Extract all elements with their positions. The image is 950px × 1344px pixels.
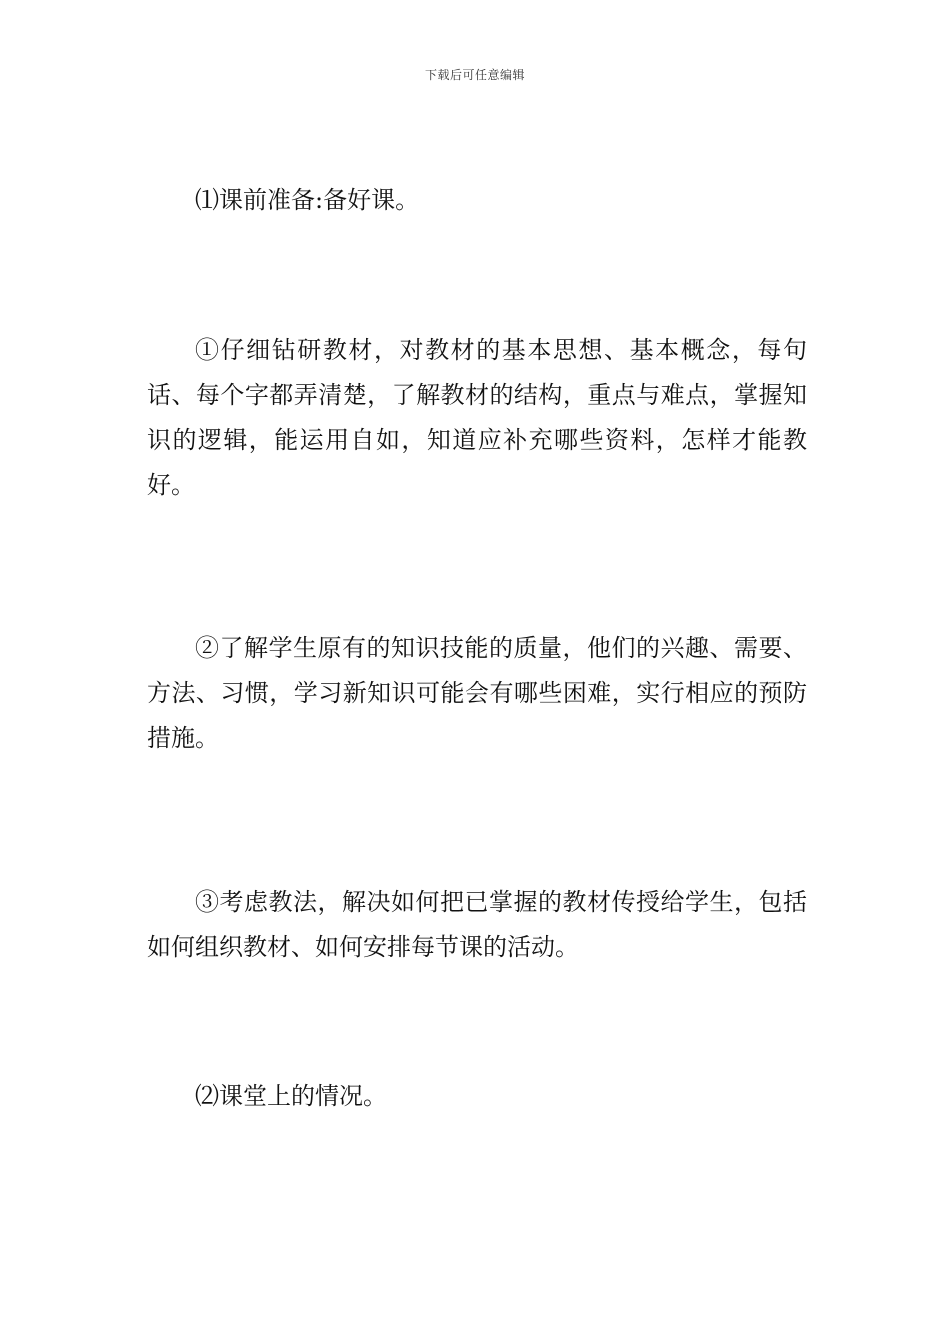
paragraph-study-materials: ①仔细钻研教材，对教材的基本思想、基本概念，每句话、每个字都弄清楚，了解教材的结构，重点与难点，掌握知识的逻辑，能运用自如，知道应补充哪些资料，怎样才能教好。 [147, 336, 807, 499]
paragraph-preparation-heading: ⑴课前准备:备好课。 [195, 186, 420, 214]
paragraph-classroom-heading: ⑵课堂上的情况。 [195, 1082, 387, 1110]
header-note: 下载后可任意编辑 [424, 68, 525, 82]
paragraph-teaching-methods: ③考虑教法，解决如何把已掌握的教材传授给学生，包括如何组织教材、如何安排每节课的活动。 [147, 888, 807, 961]
paragraph-understand-students: ②了解学生原有的知识技能的质量，他们的兴趣、需要、方法、习惯，学习新知识可能会有哪些困难，实行相应的预防措施。 [147, 634, 807, 752]
